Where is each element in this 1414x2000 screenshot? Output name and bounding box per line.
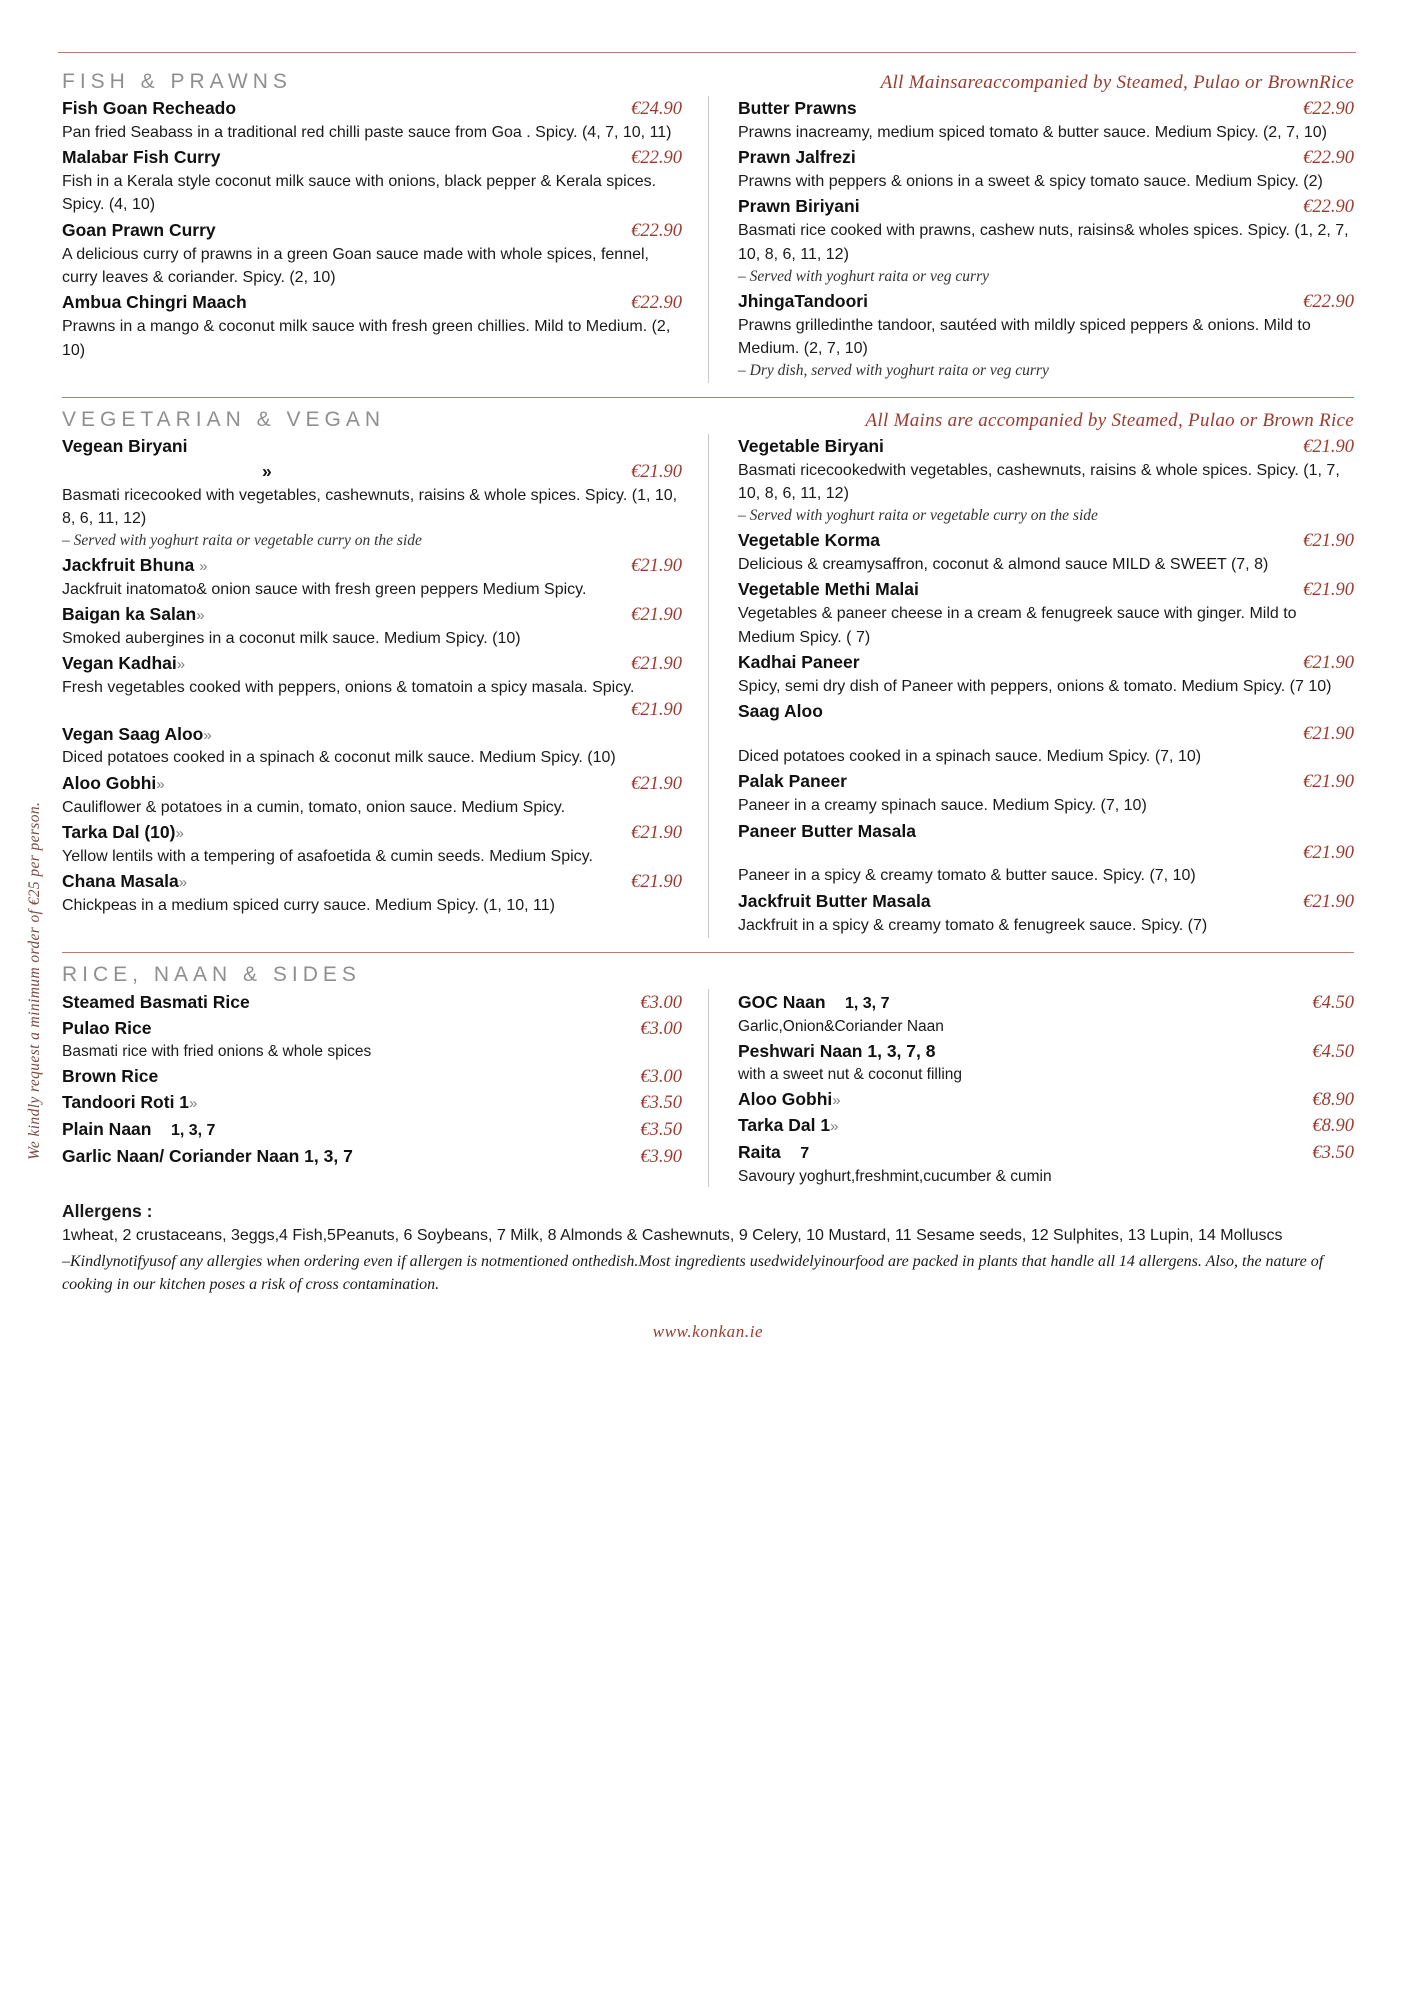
allergen-codes: 1, 3, 7 <box>844 994 890 1012</box>
menu-item-name: Aloo Gobhi» <box>62 772 165 793</box>
menu-item[interactable] <box>738 650 1354 698</box>
side-item-price: €3.90 <box>640 1146 682 1167</box>
section-columns <box>62 96 1354 383</box>
menu-item-price: €21.90 <box>631 773 682 794</box>
side-item-name: Steamed Basmati Rice <box>62 991 250 1012</box>
menu-item[interactable] <box>738 819 1354 888</box>
vegan-marker-icon: » <box>176 656 186 674</box>
menu-item-name: Goan Prawn Curry <box>62 219 216 240</box>
side-item-line <box>738 1038 1354 1064</box>
menu-item-description: Prawns with peppers & onions in a sweet & spicy tomato sauce. Medium Spicy. (2) <box>738 173 1323 191</box>
vegan-marker-icon: » <box>189 1095 198 1113</box>
side-item-price: €4.50 <box>1312 1041 1354 1062</box>
menu-item-name: Prawn Biriyani <box>738 196 860 217</box>
menu-item-head <box>62 722 682 747</box>
menu-item-description: Basmati ricecooked with vegetables, cashewnuts, raisins & whole spices. Spicy. (1, 10, 8, 6, 11, 12) <box>62 486 678 527</box>
menu-item[interactable] <box>62 651 682 720</box>
side-item-name: Pulao Rice <box>62 1018 152 1039</box>
column-right <box>708 96 1354 383</box>
menu-item[interactable] <box>738 528 1354 576</box>
menu-item-head <box>62 145 682 170</box>
allergens-title: Allergens : <box>62 1201 153 1222</box>
vegan-marker-icon: » <box>178 874 188 892</box>
menu-item-price: €24.90 <box>631 99 682 119</box>
menu-item[interactable] <box>738 434 1354 527</box>
menu-item-price-row <box>738 843 1354 864</box>
allergen-codes: 7 <box>800 1144 810 1162</box>
menu-item-price: €21.90 <box>1303 531 1354 552</box>
section-divider <box>62 952 1354 953</box>
menu-item-price: €21.90 <box>1303 652 1354 673</box>
menu-item-name: JhingaTandoori <box>738 290 868 311</box>
menu-item-description: Prawns in a mango & coconut milk sauce with fresh green chillies. Mild to Medium. (2, 10) <box>62 318 671 359</box>
menu-item-name: Palak Paneer <box>738 771 847 792</box>
menu-item-price: €21.90 <box>1303 436 1354 457</box>
menu-item-head <box>738 145 1354 170</box>
side-item-name: Aloo Gobhi» <box>738 1088 841 1109</box>
menu-item-head <box>738 650 1354 675</box>
side-item-price: €3.50 <box>1312 1142 1354 1163</box>
menu-item[interactable] <box>62 553 682 601</box>
menu-item-head <box>738 769 1354 794</box>
menu-item-description: Jackfruit inatomato& onion sauce with fresh green peppers Medium Spicy. <box>62 580 587 598</box>
menu-item-name: Tarka Dal (10)» <box>62 822 184 843</box>
section-note: All Mainsareaccompanied by Steamed, Pulao or BrownRice <box>880 72 1354 93</box>
menu-item-price-row <box>62 459 682 484</box>
menu-item-name: Vegan Kadhai» <box>62 653 186 674</box>
side-item[interactable] <box>738 1038 1354 1086</box>
menu-item[interactable] <box>62 722 682 770</box>
section-header <box>62 963 1354 987</box>
website-link[interactable]: www.konkan.ie <box>652 1322 764 1342</box>
allergens-block <box>62 1201 1354 1296</box>
menu-item-name: Jackfruit Butter Masala <box>738 890 931 911</box>
menu-item-description: Chickpeas in a medium spiced curry sauce. Medium Spicy. (1, 10, 11) <box>62 897 555 915</box>
menu-item-name: Vegan Saag Aloo» <box>62 723 212 744</box>
side-item[interactable] <box>62 1116 682 1143</box>
side-item-line <box>62 1143 682 1169</box>
column-left <box>62 989 708 1187</box>
menu-item[interactable] <box>62 218 682 290</box>
column-right <box>708 434 1354 938</box>
section-header <box>62 408 1354 432</box>
allergens-note: –Kindlynotifyusof any allergies when ordering even if allergen is notmentioned onthedish.Most ingredients usedwidelyinourfood are packed in plants that handle all 14 allergens. Also, the nature of cooking in our kitchen poses a risk of cross contamination. <box>62 1252 1324 1294</box>
menu-item-head <box>62 96 682 121</box>
menu-item-subnote: – Served with yoghurt raita or vegetable curry on the side <box>738 507 1098 525</box>
section-header <box>62 70 1354 94</box>
section-note: All Mains are accompanied by Steamed, Pulao or Brown Rice <box>865 409 1354 431</box>
side-item-line <box>62 1063 682 1089</box>
menu-item-head <box>738 699 1354 724</box>
menu-item-name: Vegetable Korma <box>738 530 880 551</box>
side-item-price: €8.90 <box>1312 1089 1354 1110</box>
menu-item-name: Vegetable Biryani <box>738 435 884 456</box>
menu-item-name: Chana Masala» <box>62 871 188 892</box>
menu-item-description: Basmati ricecookedwith vegetables, cashewnuts, raisins & whole spices. Spicy. (1, 7, 10, 8, 6, 11, 12) <box>738 461 1340 503</box>
menu-item-description: Basmati rice cooked with prawns, cashew nuts, raisins& wholes spices. Spicy. (1, 2, 7, 10, 8, 6, 11, 12) <box>738 222 1349 263</box>
menu-item-head <box>62 434 682 459</box>
vegan-marker-icon: » <box>262 460 272 481</box>
menu-item-description: A delicious curry of prawns in a green Goan sauce made with whole spices, fennel, curry leaves & coriander. Spicy. (2, 10) <box>62 245 649 286</box>
menu-content <box>62 70 1354 1342</box>
menu-item-head <box>738 528 1354 553</box>
menu-item-price: €21.90 <box>631 699 682 720</box>
menu-item-name: Fish Goan Recheado <box>62 98 237 118</box>
menu-item-price: €21.90 <box>631 872 682 893</box>
menu-item-name: Jackfruit Bhuna » <box>62 555 208 575</box>
menu-item-name: Kadhai Paneer <box>738 651 860 672</box>
menu-item[interactable] <box>738 699 1354 768</box>
side-item-line <box>738 1139 1354 1166</box>
column-right <box>708 989 1354 1187</box>
section-title: RICE, NAAN & SIDES <box>62 962 361 986</box>
side-item-line <box>738 1086 1354 1113</box>
vegan-marker-icon: » <box>199 558 208 575</box>
section-columns <box>62 434 1354 938</box>
menu-item-description: Fresh vegetables cooked with peppers, onions & tomatoin a spicy masala. Spicy. <box>62 679 635 697</box>
side-item-name: Brown Rice <box>62 1066 159 1087</box>
column-divider <box>708 434 709 938</box>
menu-item-name: Vegean Biryani <box>62 435 188 456</box>
menu-item-price: €21.90 <box>631 605 682 626</box>
menu-item[interactable] <box>62 290 682 362</box>
vegan-marker-icon: » <box>196 607 205 625</box>
menu-item[interactable] <box>738 289 1354 382</box>
minimum-order-note: We kindly request a minimum order of €25 per person. <box>26 801 43 1160</box>
side-item[interactable] <box>62 989 682 1015</box>
side-item-line <box>62 1089 682 1116</box>
menu-item[interactable] <box>738 769 1354 817</box>
side-item[interactable] <box>62 1015 682 1063</box>
side-item-line <box>62 989 682 1015</box>
column-divider <box>708 96 709 383</box>
menu-item-price: €21.90 <box>1303 580 1354 601</box>
menu-item-name: Prawn Jalfrezi <box>738 147 856 168</box>
menu-item[interactable] <box>62 145 682 217</box>
side-item-description: Garlic,Onion&Coriander Naan <box>738 1017 944 1035</box>
menu-item[interactable] <box>738 145 1354 193</box>
menu-item-head <box>738 577 1354 602</box>
menu-item-name: Butter Prawns <box>738 98 857 118</box>
menu-item-price: €21.90 <box>1303 843 1354 864</box>
menu-item[interactable] <box>62 96 682 144</box>
menu-item-head <box>738 889 1354 914</box>
vegan-marker-icon: » <box>830 1118 839 1136</box>
side-item-name: Plain Naan 1, 3, 7 <box>62 1118 216 1139</box>
menu-item-name: Ambua Chingri Maach <box>62 292 247 313</box>
menu-item-description: Paneer in a creamy spinach sauce. Medium Spicy. (7, 10) <box>738 797 1147 815</box>
menu-item-price: €22.90 <box>1303 291 1354 312</box>
column-left <box>62 96 708 383</box>
menu-item-price: €21.90 <box>1303 772 1354 793</box>
side-item-name: Garlic Naan/ Coriander Naan 1, 3, 7 <box>62 1145 353 1166</box>
column-left <box>62 434 708 938</box>
menu-item[interactable] <box>62 820 682 868</box>
menu-item-head <box>738 96 1354 121</box>
vegan-marker-icon: » <box>156 775 165 793</box>
side-item-price: €8.90 <box>1312 1116 1354 1137</box>
menu-item-subnote: – Served with yoghurt raita or veg curry <box>738 267 989 285</box>
menu-item-head <box>738 289 1354 314</box>
side-item-description: with a sweet nut & coconut filling <box>738 1065 963 1083</box>
menu-item-description: Yellow lentils with a tempering of asafoetida & cumin seeds. Medium Spicy. <box>62 847 593 865</box>
menu-item-name: Vegetable Methi Malai <box>738 579 919 600</box>
side-item-name: Peshwari Naan 1, 3, 7, 8 <box>738 1040 936 1061</box>
side-item[interactable] <box>62 1089 682 1116</box>
side-item[interactable] <box>62 1063 682 1089</box>
menu-item-head <box>62 290 682 315</box>
section-columns <box>62 989 1354 1187</box>
menu-item-price: €22.90 <box>1303 99 1354 119</box>
menu-item-description: Diced potatoes cooked in a spinach & coconut milk sauce. Medium Spicy. (10) <box>62 749 616 767</box>
menu-item-price: €21.90 <box>631 556 682 576</box>
menu-item-price-row <box>738 724 1354 745</box>
side-item-name: Tandoori Roti 1» <box>62 1092 198 1113</box>
menu-item-head <box>62 820 682 845</box>
menu-item-name: Saag Aloo <box>738 701 823 722</box>
menu-item[interactable] <box>62 434 682 552</box>
menu-item-name: Baigan ka Salan» <box>62 604 205 625</box>
side-item-name: Raita 7 <box>738 1141 810 1162</box>
menu-item-name: Paneer Butter Masala <box>738 820 916 841</box>
side-item-price: €3.00 <box>640 1067 682 1088</box>
section-rice-naan-sides <box>62 963 1354 1187</box>
side-item-price: €4.50 <box>1312 992 1354 1013</box>
vegan-marker-icon: » <box>175 825 184 843</box>
allergens-list: 1wheat, 2 crustaceans, 3eggs,4 Fish,5Peanuts, 6 Soybeans, 7 Milk, 8 Almonds & Cashewnuts, 9 Celery, 10 Mustard, 11 Sesame seeds, 12 Sulphites, 13 Lupin, 14 Molluscs <box>62 1227 1283 1245</box>
top-divider <box>58 52 1356 53</box>
menu-item-head <box>62 651 682 676</box>
side-item[interactable] <box>738 1086 1354 1113</box>
menu-item-price: €22.90 <box>631 293 682 314</box>
menu-item-description: Delicious & creamysaffron, coconut & almond sauce MILD & SWEET (7, 8) <box>738 556 1269 573</box>
menu-item-description: Pan fried Seabass in a traditional red chilli paste sauce from Goa . Spicy. (4, 7, 10, 11) <box>62 123 672 141</box>
menu-item-price: €22.90 <box>631 148 682 169</box>
menu-item-head <box>738 434 1354 459</box>
menu-item-description: Prawns grilledinthe tandoor, sautéed with mildly spiced peppers & onions. Mild to Medium. (2, 7, 10) <box>738 316 1311 357</box>
menu-item-subnote: – Dry dish, served with yoghurt raita or veg curry <box>738 362 1049 380</box>
menu-item-description: Jackfruit in a spicy & creamy tomato & fenugreek sauce. Spicy. (7) <box>738 916 1208 934</box>
section-fish-prawns <box>62 70 1354 383</box>
menu-item-description: Prawns inacreamy, medium spiced tomato & butter sauce. Medium Spicy. (2, 7, 10) <box>738 123 1327 141</box>
side-item-line <box>738 989 1354 1016</box>
menu-item[interactable] <box>738 96 1354 144</box>
menu-item-description: Smoked aubergines in a coconut milk sauce. Medium Spicy. (10) <box>62 630 521 648</box>
menu-item-head <box>62 869 682 894</box>
section-title: FISH & PRAWNS <box>62 70 292 93</box>
menu-item-name: Malabar Fish Curry <box>62 147 221 168</box>
menu-item-price: €21.90 <box>1303 723 1354 744</box>
menu-item-description: Paneer in a spicy & creamy tomato & butter sauce. Spicy. (7, 10) <box>738 867 1196 885</box>
side-item-line <box>62 1116 682 1143</box>
menu-item-head <box>62 218 682 243</box>
menu-item-head <box>62 553 682 578</box>
menu-item-price: €22.90 <box>1303 197 1354 218</box>
menu-item-subnote: – Served with yoghurt raita or vegetable curry on the side <box>62 532 422 550</box>
menu-item-description: Cauliflower & potatoes in a cumin, tomato, onion sauce. Medium Spicy. <box>62 798 566 816</box>
side-item-price: €3.50 <box>640 1119 682 1140</box>
side-item-price: €3.50 <box>640 1093 682 1114</box>
column-divider <box>708 989 709 1187</box>
menu-item[interactable] <box>738 889 1354 937</box>
side-item-line <box>738 1112 1354 1139</box>
menu-item[interactable] <box>62 602 682 650</box>
menu-item-description: Diced potatoes cooked in a spinach sauce. Medium Spicy. (7, 10) <box>738 747 1202 765</box>
menu-item-price: €21.90 <box>631 823 682 844</box>
side-item-price: €3.00 <box>640 992 682 1013</box>
side-item-description: Savoury yoghurt,freshmint,cucumber & cumin <box>738 1167 1052 1185</box>
menu-item-price: €21.90 <box>631 654 682 675</box>
menu-item-description: Fish in a Kerala style coconut milk sauce with onions, black pepper & Kerala spices. Spicy. (4, 10) <box>62 173 657 214</box>
section-vegetarian-vegan <box>62 408 1354 938</box>
menu-item[interactable] <box>62 869 682 917</box>
side-item-line <box>62 1015 682 1041</box>
menu-item[interactable] <box>738 194 1354 287</box>
menu-item-head <box>738 194 1354 219</box>
menu-item-price: €22.90 <box>1303 148 1354 169</box>
menu-item-head <box>62 771 682 796</box>
side-item-description: Basmati rice with fried onions & whole spices <box>62 1043 372 1061</box>
menu-item-head <box>738 819 1354 844</box>
menu-item-head <box>62 602 682 627</box>
menu-item[interactable] <box>738 577 1354 649</box>
side-item[interactable] <box>738 989 1354 1038</box>
side-item[interactable] <box>738 1139 1354 1188</box>
section-divider <box>62 397 1354 398</box>
menu-item-price: €21.90 <box>631 461 682 482</box>
allergen-codes: 1, 3, 7 <box>170 1121 216 1139</box>
menu-item-description: Vegetables & paneer cheese in a cream & fenugreek sauce with ginger. Mild to Medium Spicy. ( 7) <box>738 605 1297 646</box>
vegan-marker-icon: » <box>832 1091 841 1109</box>
side-item[interactable] <box>738 1112 1354 1139</box>
side-item-name: Tarka Dal 1» <box>738 1115 839 1136</box>
side-item[interactable] <box>62 1143 682 1169</box>
menu-item-description: Spicy, semi dry dish of Paneer with peppers, onions & tomato. Medium Spicy. (7 10) <box>738 677 1332 695</box>
menu-item-extra-price-row <box>62 700 682 721</box>
vegan-marker-icon: » <box>203 726 212 744</box>
menu-item-price: €21.90 <box>1303 891 1354 912</box>
menu-item[interactable] <box>62 771 682 819</box>
side-item-price: €3.00 <box>640 1019 682 1040</box>
section-title: VEGETARIAN & VEGAN <box>62 407 385 431</box>
menu-item-price: €22.90 <box>631 220 682 241</box>
side-item-name: GOC Naan 1, 3, 7 <box>738 991 890 1012</box>
